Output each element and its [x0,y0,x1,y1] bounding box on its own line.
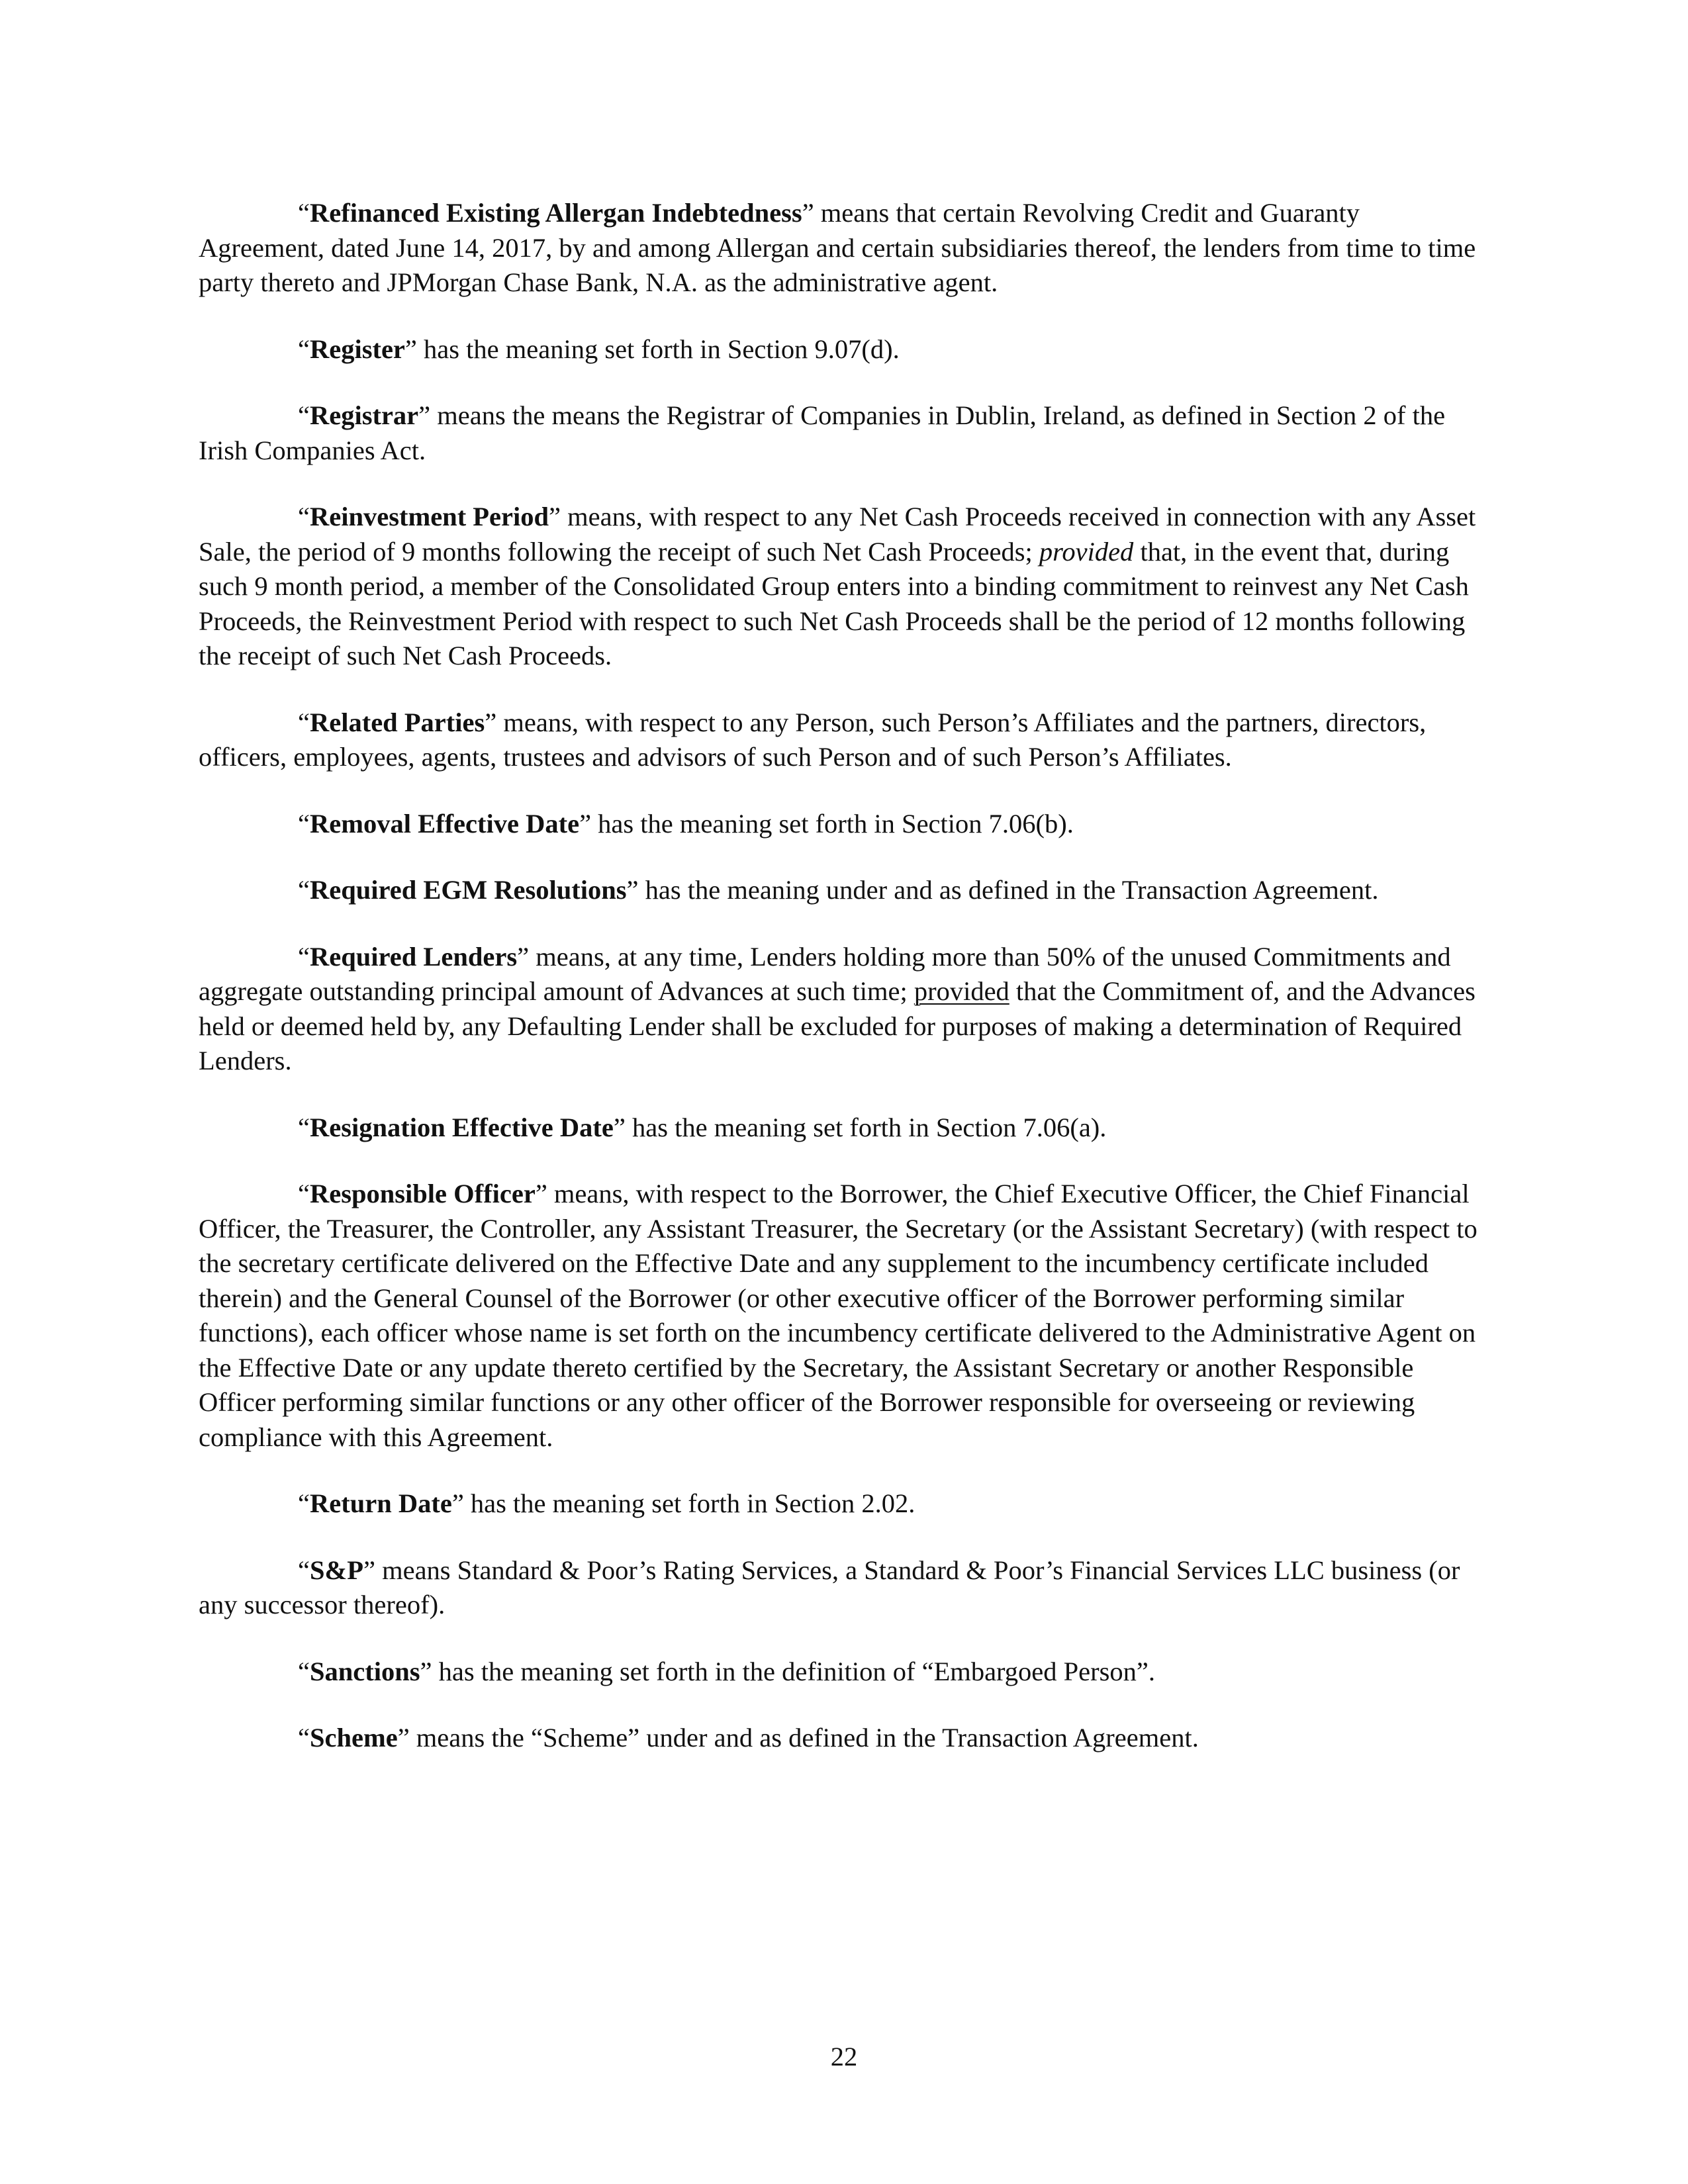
definition-text: ” has the meaning set forth in Section 7.06(a). [613,1112,1107,1142]
defined-term: Responsible Officer [309,1179,536,1208]
text: “ [298,502,310,531]
italic-term: provided [1039,536,1134,567]
definition-refinanced-existing-allergan-indebtedness [199,196,1489,300]
defined-term: Removal Effective Date [309,808,580,839]
definition-text: ” means that certain Revolving Credit and Guaranty Agreement, dated June 14, 2017, by and among Allergan and certain subsidiaries thereof, the lenders from time to time party thereto and JPMorgan Chase Bank, N.A. as the administrative agent. [199,198,1476,297]
defined-term: Scheme [309,1723,398,1752]
definition-text: ” has the meaning set forth in Section 7.06(b). [579,808,1074,839]
page-number: 22 [830,2042,858,2071]
definition-scheme [199,1721,1489,1756]
definition-text: ” means, with respect to any Net Cash Proceeds received in connection with any Asset Sale, the period of 9 months following the receipt of such Net Cash Proceeds; [199,502,1476,567]
defined-term: Related Parties [309,707,485,737]
text: “ [298,198,310,228]
definition-registrar [199,398,1489,468]
defined-term: Register [309,334,405,364]
text: “ [298,808,310,839]
defined-term: Refinanced Existing Allergan Indebtedness [309,198,802,228]
document-body [199,196,1489,1788]
definition-text: ” has the meaning under and as defined in the Transaction Agreement. [626,875,1379,905]
defined-term: Required Lenders [309,941,518,972]
definition-text: ” means the means the Registrar of Companies in Dublin, Ireland, as defined in Section 2 of the Irish Companies Act. [199,400,1446,465]
defined-term: Return Date [309,1488,452,1518]
definition-text: ” has the meaning set forth in the definition of “Embargoed Person”. [420,1656,1155,1686]
definition-required-egm-resolutions [199,873,1489,908]
definition-text: ” has the meaning set forth in Section 9.07(d). [404,334,900,364]
definition-text: ” means, at any time, Lenders holding more than 50% of the unused Commitments and aggregate outstanding principal amount of Advances at such time; [199,941,1451,1006]
text: “ [298,941,310,972]
text: “ [298,400,310,430]
text: “ [298,1488,310,1518]
definition-text: ” means the “Scheme” under and as defined in the Transaction Agreement. [397,1723,1199,1752]
underlined-term: provided [914,976,1009,1006]
definition-related-parties [199,705,1489,775]
text: “ [298,875,310,905]
definition-text: ” means, with respect to any Person, such Person’s Affiliates and the partners, directors, officers, employees, agents, trustees and advisors of such Person and of such Person’s Affiliates. [199,707,1427,772]
definition-sanctions [199,1655,1489,1690]
defined-term: Registrar [309,400,419,430]
text: “ [298,334,310,364]
defined-term: S&P [309,1555,363,1585]
definition-resignation-effective-date [199,1111,1489,1146]
definition-text: ” means Standard & Poor’s Rating Services, a Standard & Poor’s Financial Services LLC business (or any successor thereof). [199,1555,1460,1619]
definition-return-date [199,1486,1489,1522]
definition-text: that the Commitment of, and the Advances held or deemed held by, any Defaulting Lender shall be excluded for purposes of making a determination of Required Lenders. [199,976,1476,1075]
text: “ [298,1555,310,1585]
text: “ [298,1112,310,1142]
definition-responsible-officer [199,1177,1489,1455]
defined-term: Reinvestment Period [309,502,549,531]
text: “ [298,1723,310,1752]
definition-removal-effective-date [199,807,1489,842]
definition-text: that, in the event that, during such 9 month period, a member of the Consolidated Group enters into a binding commitment to reinvest any Net Cash Proceeds, the Reinvestment Period with respect to such Net Cash Proceeds shall be the period of 12 months following the receipt of such Net Cash Proceeds. [199,536,1469,670]
definition-text: ” means, with respect to the Borrower, the Chief Executive Officer, the Chief Financial Officer, the Treasurer, the Controller, any Assistant Treasurer, the Secretary (or the Assistant Secretary) (with respect to the secretary certificate delivered on the Effective Date and any supplement to the incumbency certificate included therein) and the General Counsel of the Borrower (or other executive officer of the Borrower performing similar functions), each officer whose name is set forth on the incumbency certificate delivered to the Administrative Agent on the Effective Date or any update thereto certified by the Secretary, the Assistant Secretary or another Responsible Officer performing similar functions or any other officer of the Borrower responsible for overseeing or reviewing compliance with this Agreement. [199,1179,1477,1452]
defined-term: Sanctions [309,1656,420,1686]
defined-term: Required EGM Resolutions [309,875,627,905]
definition-text: ” has the meaning set forth in Section 2.02. [451,1488,915,1518]
text: “ [298,707,310,737]
text: “ [298,1179,310,1208]
text: “ [298,1656,310,1686]
definition-s-and-p [199,1553,1489,1623]
definition-required-lenders [199,940,1489,1079]
definition-reinvestment-period [199,500,1489,674]
defined-term: Resignation Effective Date [309,1112,614,1142]
definition-register [199,332,1489,367]
